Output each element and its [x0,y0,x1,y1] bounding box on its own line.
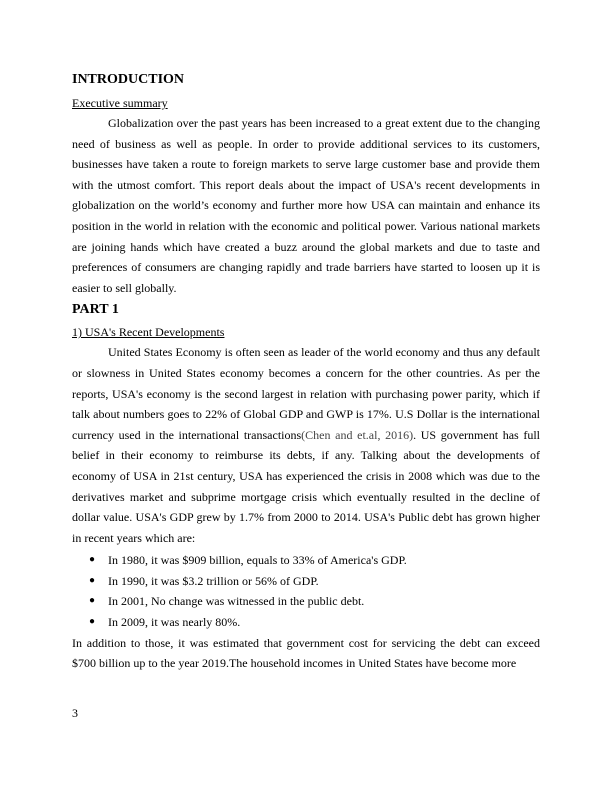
list-item [89,591,540,612]
list-item [89,550,540,571]
list-item [89,571,540,592]
list-item [89,612,540,633]
usa-developments-paragraph [72,342,540,548]
list-item-text: In 1980, it was $909 billion, equals to 33% of America's GDP. [108,553,407,568]
paragraph-text-before-citation: United States Economy is often seen as leader of the world economy and thus any default or slowness in United States economy becomes a concern for the other countries. As per the reports, USA's economy is the second largest in relation with purchasing power parity, which if talk about numbers goes to 22% of Global GDP and GWP is 17%. U.S Dollar is the international currency used in the international transactions [72,345,540,442]
paragraph-text-after-citation: . US government has full belief in their economy to reimburse its debts, if any. Talking about the developments of economy of USA in 21st century, USA has experienced the crisis in 2008 which was due to the derivatives market and subprime mortgage crisis which eventually resulted in the decline of dollar value. USA's GDP grew by 1.7% from 2000 to 2014. USA's Public debt has grown higher in recent years which are: [72,427,541,545]
list-item-text: In 2009, it was nearly 80%. [108,615,241,630]
introduction-heading: INTRODUCTION [72,72,185,87]
usa-developments-subheading: 1) USA's Recent Developments [72,325,225,340]
bullet-icon: ● [89,574,96,586]
part-1-heading: PART 1 [72,302,119,318]
page-number: 3 [72,706,78,720]
list-item-text: In 2001, No change was witnessed in the public debt. [108,594,365,609]
bullet-icon: ● [89,554,96,566]
list-item-text: In 1990, it was $3.2 trillion or 56% of GDP. [108,573,319,588]
public-debt-list [72,550,540,632]
bullet-icon: ● [89,616,96,628]
executive-summary-subheading: Executive summary [72,96,168,110]
closing-paragraph: In addition to those, it was estimated that government cost for servicing the debt can exceed $700 billion up to the year 2019.The household incomes in United States have become more [72,635,540,671]
executive-summary-paragraph: Globalization over the past years has been increased to a great extent due to the changing need of business as well as people. In order to provide additional services to its customers, businesses have taken a route to foreign markets to serve large customer base and provide them with the utmost comfort. This report deals about the impact of USA's recent developments in globalization on the world’s economy and further more how USA can maintain and enhance its position in the world in relation with the economic and political power. Various national markets are joining hands which have created a buzz around the global markets and due to taste and preferences of consumers are changing rapidly and trade barriers have started to loosen up it is easier to sell globally. [72,116,540,295]
citation: (Chen and et.al, 2016) [301,427,414,442]
bullet-icon: ● [89,595,96,607]
document-page [72,70,540,676]
